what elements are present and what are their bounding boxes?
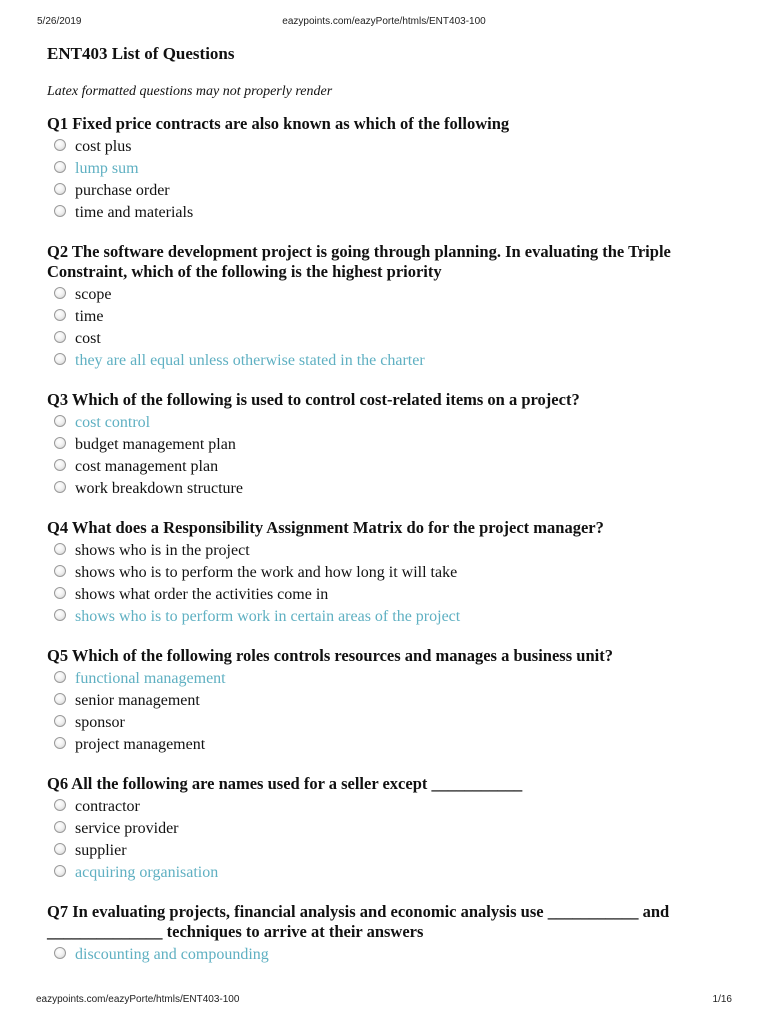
question-text: Q3 Which of the following is used to control cost-related items on a project? [47,390,580,409]
answer-option[interactable] [54,840,727,862]
radio-button-icon[interactable] [54,139,66,151]
answer-option[interactable] [54,584,727,606]
question-block [47,518,727,628]
radio-button-icon[interactable] [54,587,66,599]
answer-option-correct[interactable] [54,944,727,966]
radio-button-icon[interactable] [54,947,66,959]
option-label: senior management [75,692,200,709]
option-label: they are all equal unless otherwise stated in the charter [75,352,425,369]
print-url: eazypoints.com/eazyPorte/htmls/ENT403-100 [282,16,486,27]
radio-button-icon[interactable] [54,865,66,877]
option-label: time [75,308,104,325]
radio-button-icon[interactable] [54,799,66,811]
question-list [47,114,727,966]
radio-button-icon[interactable] [54,183,66,195]
radio-button-icon[interactable] [54,543,66,555]
option-label: discounting and compounding [75,946,269,963]
option-label: shows who is in the project [75,542,250,559]
option-label: cost plus [75,138,132,155]
answer-option[interactable] [54,478,727,500]
radio-button-icon[interactable] [54,287,66,299]
radio-button-icon[interactable] [54,309,66,321]
answer-option[interactable] [54,306,727,328]
answer-option-correct[interactable] [54,350,727,372]
answer-option[interactable] [54,434,727,456]
answer-option[interactable] [54,202,727,224]
radio-button-icon[interactable] [54,331,66,343]
option-label: supplier [75,842,127,859]
radio-button-icon[interactable] [54,609,66,621]
answer-option[interactable] [54,540,727,562]
question-block [47,242,727,372]
radio-button-icon[interactable] [54,481,66,493]
radio-button-icon[interactable] [54,671,66,683]
option-label: service provider [75,820,179,837]
option-label: shows what order the activities come in [75,586,329,603]
question-block [47,646,727,756]
option-label: functional management [75,670,226,687]
option-label: scope [75,286,112,303]
print-date: 5/26/2019 [37,16,82,27]
answer-option[interactable] [54,136,727,158]
option-label: sponsor [75,714,125,731]
option-label: lump sum [75,160,139,177]
radio-button-icon[interactable] [54,353,66,365]
print-header [0,16,768,32]
answer-option-correct[interactable] [54,158,727,180]
radio-button-icon[interactable] [54,161,66,173]
answer-option-correct[interactable] [54,412,727,434]
option-label: budget management plan [75,436,236,453]
option-label: shows who is to perform the work and how long it will take [75,564,458,581]
answer-option-correct[interactable] [54,668,727,690]
question-text: Q7 In evaluating projects, financial analysis and economic analysis use ___________ and ______________ techniques to arrive at their answers [47,902,670,941]
answer-option[interactable] [54,796,727,818]
radio-button-icon[interactable] [54,821,66,833]
option-label: acquiring organisation [75,864,219,881]
radio-button-icon[interactable] [54,437,66,449]
question-text: Q4 What does a Responsibility Assignment Matrix do for the project manager? [47,518,604,537]
latex-note: Latex formatted questions may not properly render [47,84,333,99]
option-label: shows who is to perform work in certain areas of the project [75,608,461,625]
option-label: purchase order [75,182,170,199]
question-block [47,774,727,884]
answer-option[interactable] [54,284,727,306]
question-block [47,902,727,966]
footer-url: eazypoints.com/eazyPorte/htmls/ENT403-100 [36,994,240,1005]
radio-button-icon[interactable] [54,693,66,705]
page-content [47,42,727,984]
question-block [47,390,727,500]
answer-option[interactable] [54,690,727,712]
option-label: project management [75,736,206,753]
answer-option[interactable] [54,712,727,734]
radio-button-icon[interactable] [54,843,66,855]
option-label: cost management plan [75,458,219,475]
option-label: cost control [75,414,151,431]
option-label: contractor [75,798,140,815]
option-label: work breakdown structure [75,480,243,497]
page-title: ENT403 List of Questions [47,44,235,63]
answer-option-correct[interactable] [54,862,727,884]
radio-button-icon[interactable] [54,737,66,749]
answer-option[interactable] [54,818,727,840]
question-block [47,114,727,224]
answer-option[interactable] [54,180,727,202]
answer-option[interactable] [54,328,727,350]
answer-option-correct[interactable] [54,606,727,628]
radio-button-icon[interactable] [54,415,66,427]
question-text: Q5 Which of the following roles controls resources and manages a business unit? [47,646,613,665]
page-number: 1/16 [712,994,732,1005]
radio-button-icon[interactable] [54,205,66,217]
radio-button-icon[interactable] [54,715,66,727]
answer-option[interactable] [54,456,727,478]
radio-button-icon[interactable] [54,459,66,471]
answer-option[interactable] [54,562,727,584]
option-label: cost [75,330,101,347]
radio-button-icon[interactable] [54,565,66,577]
print-footer [0,994,768,1010]
question-text: Q6 All the following are names used for a seller except ___________ [47,774,523,793]
question-text: Q1 Fixed price contracts are also known as which of the following [47,114,510,133]
option-label: time and materials [75,204,194,221]
question-text: Q2 The software development project is going through planning. In evaluating the Triple Constraint, which of the following is the highest priority [47,242,671,281]
answer-option[interactable] [54,734,727,756]
